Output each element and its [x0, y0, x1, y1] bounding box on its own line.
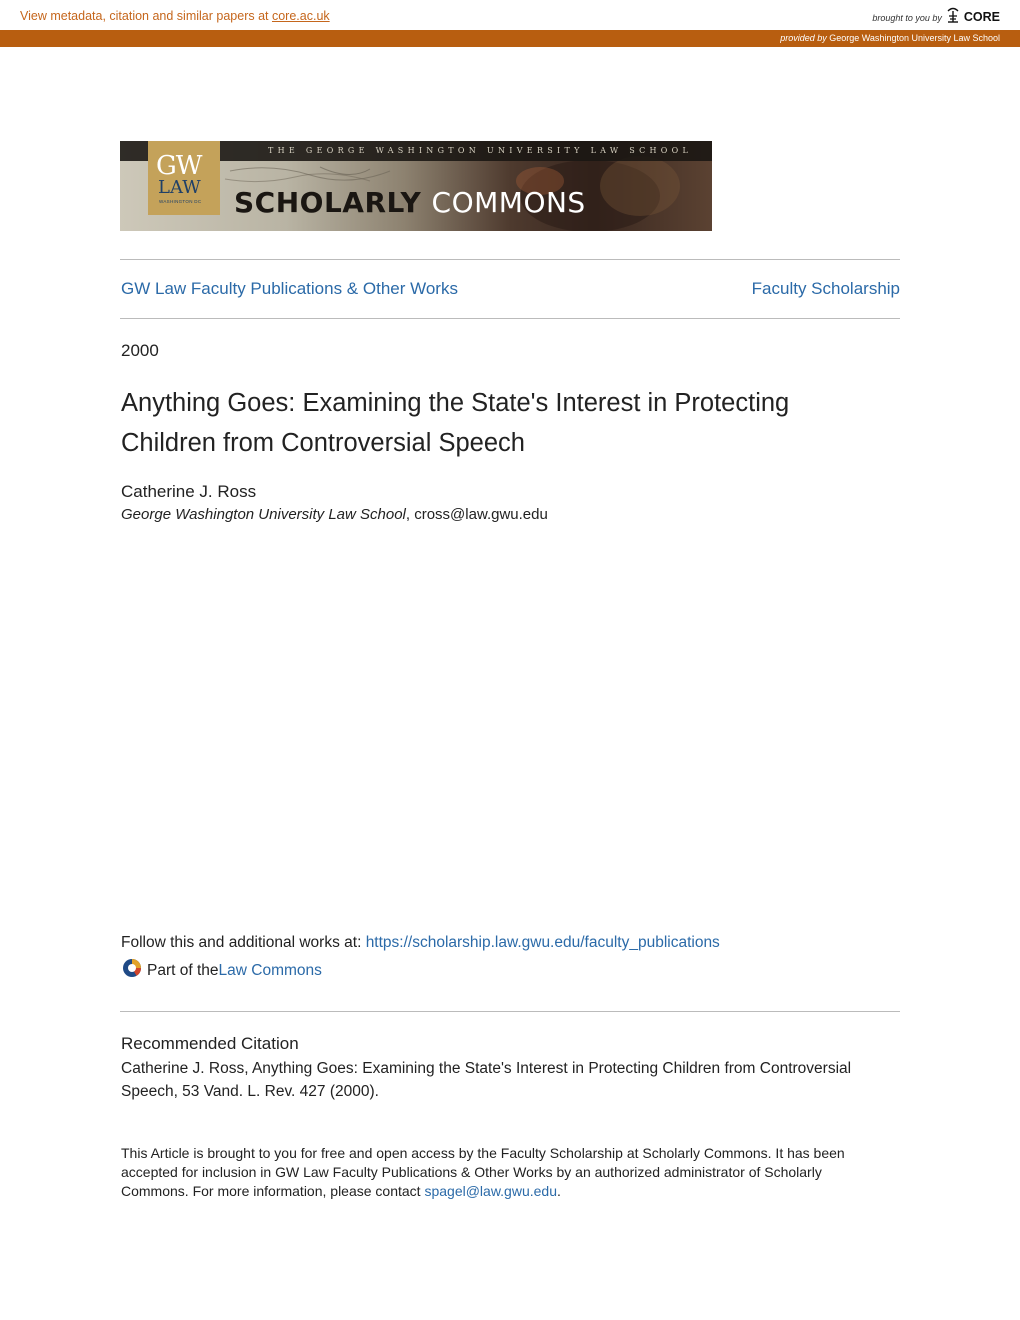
core-metadata-prefix: View metadata, citation and similar papers at: [20, 9, 272, 23]
wordmark-commons: COMMONS: [431, 186, 586, 219]
core-brought-by: [872, 6, 1000, 24]
core-logo-icon: [946, 6, 960, 24]
core-metadata-line: [20, 9, 330, 23]
scholarly-commons-banner[interactable]: [120, 141, 712, 231]
top-divider: [120, 259, 900, 260]
core-provider-bar: [0, 30, 1020, 47]
wordmark-scholarly: SCHOLARLY: [234, 186, 422, 219]
scholarly-commons-wordmark: [234, 186, 586, 219]
breadcrumb-divider: [120, 318, 900, 319]
shield-gw: GW: [156, 151, 202, 181]
publication-year: 2000: [121, 341, 159, 360]
article-title: [121, 383, 901, 463]
part-of-prefix: Part of the: [147, 962, 219, 979]
follow-prefix: Follow this and additional works at:: [121, 934, 366, 951]
contact-email-link[interactable]: spagel@law.gwu.edu: [424, 1183, 557, 1199]
faculty-scholarship-link[interactable]: Faculty Scholarship: [751, 279, 900, 298]
provided-by-institution: George Washington University Law School: [829, 33, 1000, 43]
author-affiliation: [121, 506, 548, 523]
recommended-citation-heading: Recommended Citation: [121, 1034, 299, 1053]
recommended-citation-text: Catherine J. Ross, Anything Goes: Examining the State's Interest in Protecting Children from Controversial Speech, 53 Vand. L. Rev. 427 (2000).: [121, 1060, 852, 1100]
follow-line: [121, 934, 720, 952]
core-header: [0, 0, 1020, 30]
shield-subtitle: WASHINGTON DC: [159, 199, 202, 204]
access-notice: [121, 1144, 891, 1201]
core-name[interactable]: CORE: [963, 9, 1000, 24]
access-notice-end: .: [557, 1183, 561, 1199]
title-line-2: Children from Controversial Speech: [121, 429, 525, 457]
banner-school-name: THE GEORGE WASHINGTON UNIVERSITY LAW SCHOOL: [268, 146, 693, 155]
access-notice-text: This Article is brought to you for free and open access by the Faculty Scholarship at Scholarly Commons. It has been accepted for inclusion in GW Law Faculty Publications & Other Works by an authorized administrator of Scholarly Commons. For more information, please contact: [121, 1145, 845, 1199]
gw-law-shield-logo: [148, 141, 220, 215]
provided-by-label: provided by: [780, 33, 827, 43]
law-commons-link[interactable]: Law Commons: [218, 962, 322, 979]
core-link[interactable]: core.ac.uk: [271, 9, 330, 23]
provided-by-line: [780, 33, 1000, 43]
network-commons-icon: [121, 957, 143, 979]
brought-by-label: brought to you by: [872, 12, 942, 23]
shield-law: LAW: [158, 177, 201, 198]
part-of-line: [121, 962, 322, 980]
collection-link[interactable]: GW Law Faculty Publications & Other Works: [121, 279, 458, 298]
citation-divider: [120, 1011, 900, 1012]
author-name: Catherine J. Ross: [121, 482, 257, 501]
affiliation-institution: George Washington University Law School: [121, 506, 406, 523]
affiliation-email: , cross@law.gwu.edu: [405, 506, 548, 523]
faculty-publications-url[interactable]: https://scholarship.law.gwu.edu/faculty_publications: [365, 934, 720, 951]
title-line-1: Anything Goes: Examining the State's Interest in Protecting: [121, 389, 790, 417]
